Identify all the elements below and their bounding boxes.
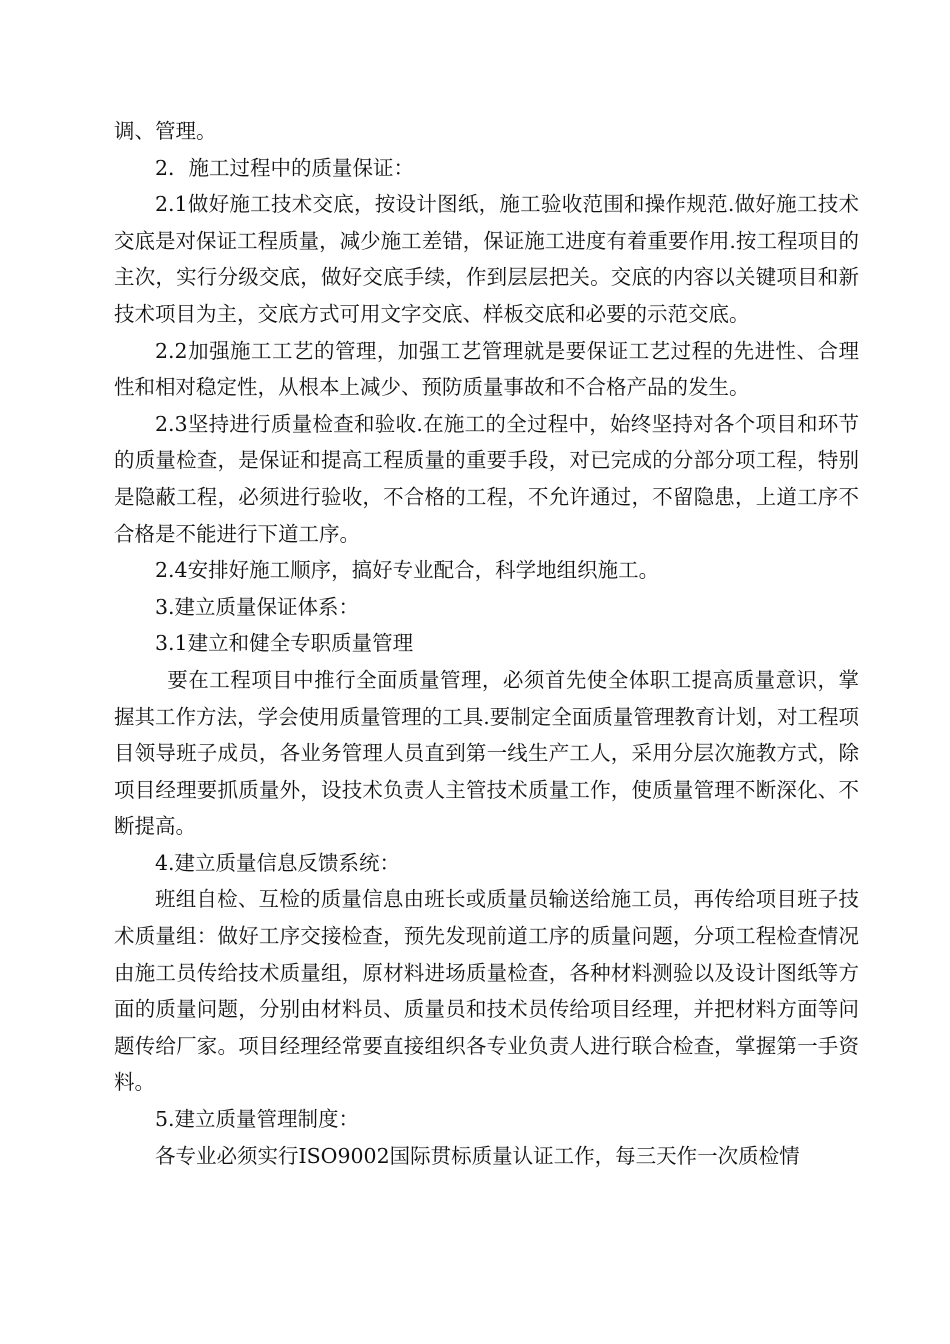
paragraph-2-1: 2.1做好施工技术交底，按设计图纸，施工验收范围和操作规范.做好施工技术交底是对保证工程质量，减少施工差错，保证施工进度有着重要作用.按工程项目的主次，实行分级交底，做好交底手续，作到层层把关。交底的内容以关键项目和新技术项目为主，交底方式可用文字交底、样板交底和必要的示范交底。 [114,192,859,326]
section-heading-3: 3.建立质量保证体系： [155,594,360,619]
paragraph-2-3: 2.3坚持进行质量检查和验收.在施工的全过程中，始终坚持对各个项目和环节的质量检查，是保证和提高工程质量的重要手段，对已完成的分部分项工程，特别是隐蔽工程，必须进行验收，不合格的工程，不允许通过，不留隐患，上道工序不合格是不能进行下道工序。 [114,411,859,546]
section-heading-5: 5.建立质量管理制度： [155,1107,360,1132]
subheading-3-1: 3.1建立和健全专职质量管理 [155,631,414,656]
paragraph-3-1-body: 要在工程项目中推行全面质量管理，必须首先使全体职工提高质量意识，掌握其工作方法，学会使用质量管理的工具.要制定全面质量管理教育计划，对工程项目领导班子成员，各业务管理人员直到第一线生产工人，采用分层次施教方式，除项目经理要抓质量外，设技术负责人主管技术质量工作，使质量管理不断深化、不断提高。 [114,667,859,839]
paragraph-5-body: 各专业必须实行ISO9002国际贯标质量认证工作，每三天作一次质检情 [155,1143,800,1168]
paragraph-continuation: 调、管理。 [114,119,217,143]
paragraph-4-body: 班组自检、互检的质量信息由班长或质量员输送给施工员，再传给项目班子技术质量组：做好工序交接检查，预先发现前道工序的质量问题，分项工程检查情况由施工员传给技术质量组，原材料进场质量检查，各种材料测验以及设计图纸等方面的质量问题，分别由材料员、质量员和技术员传给项目经理，并把材料方面等问题传给厂家。项目经理经常要直接组织各专业负责人进行联合检查，掌握第一手资料。 [114,887,859,1095]
section-heading-4: 4.建立质量信息反馈系统： [155,850,401,875]
paragraph-2-2: 2.2加强施工工艺的管理，加强工艺管理就是要保证工艺过程的先进性、合理性和相对稳定性，从根本上减少、预防质量事故和不合格产品的发生。 [114,338,859,400]
paragraph-2-4: 2.4安排好施工顺序，搞好专业配合，科学地组织施工。 [155,558,660,583]
document-page [114,113,859,1174]
section-heading-2: 2．施工过程中的质量保证： [155,155,415,180]
